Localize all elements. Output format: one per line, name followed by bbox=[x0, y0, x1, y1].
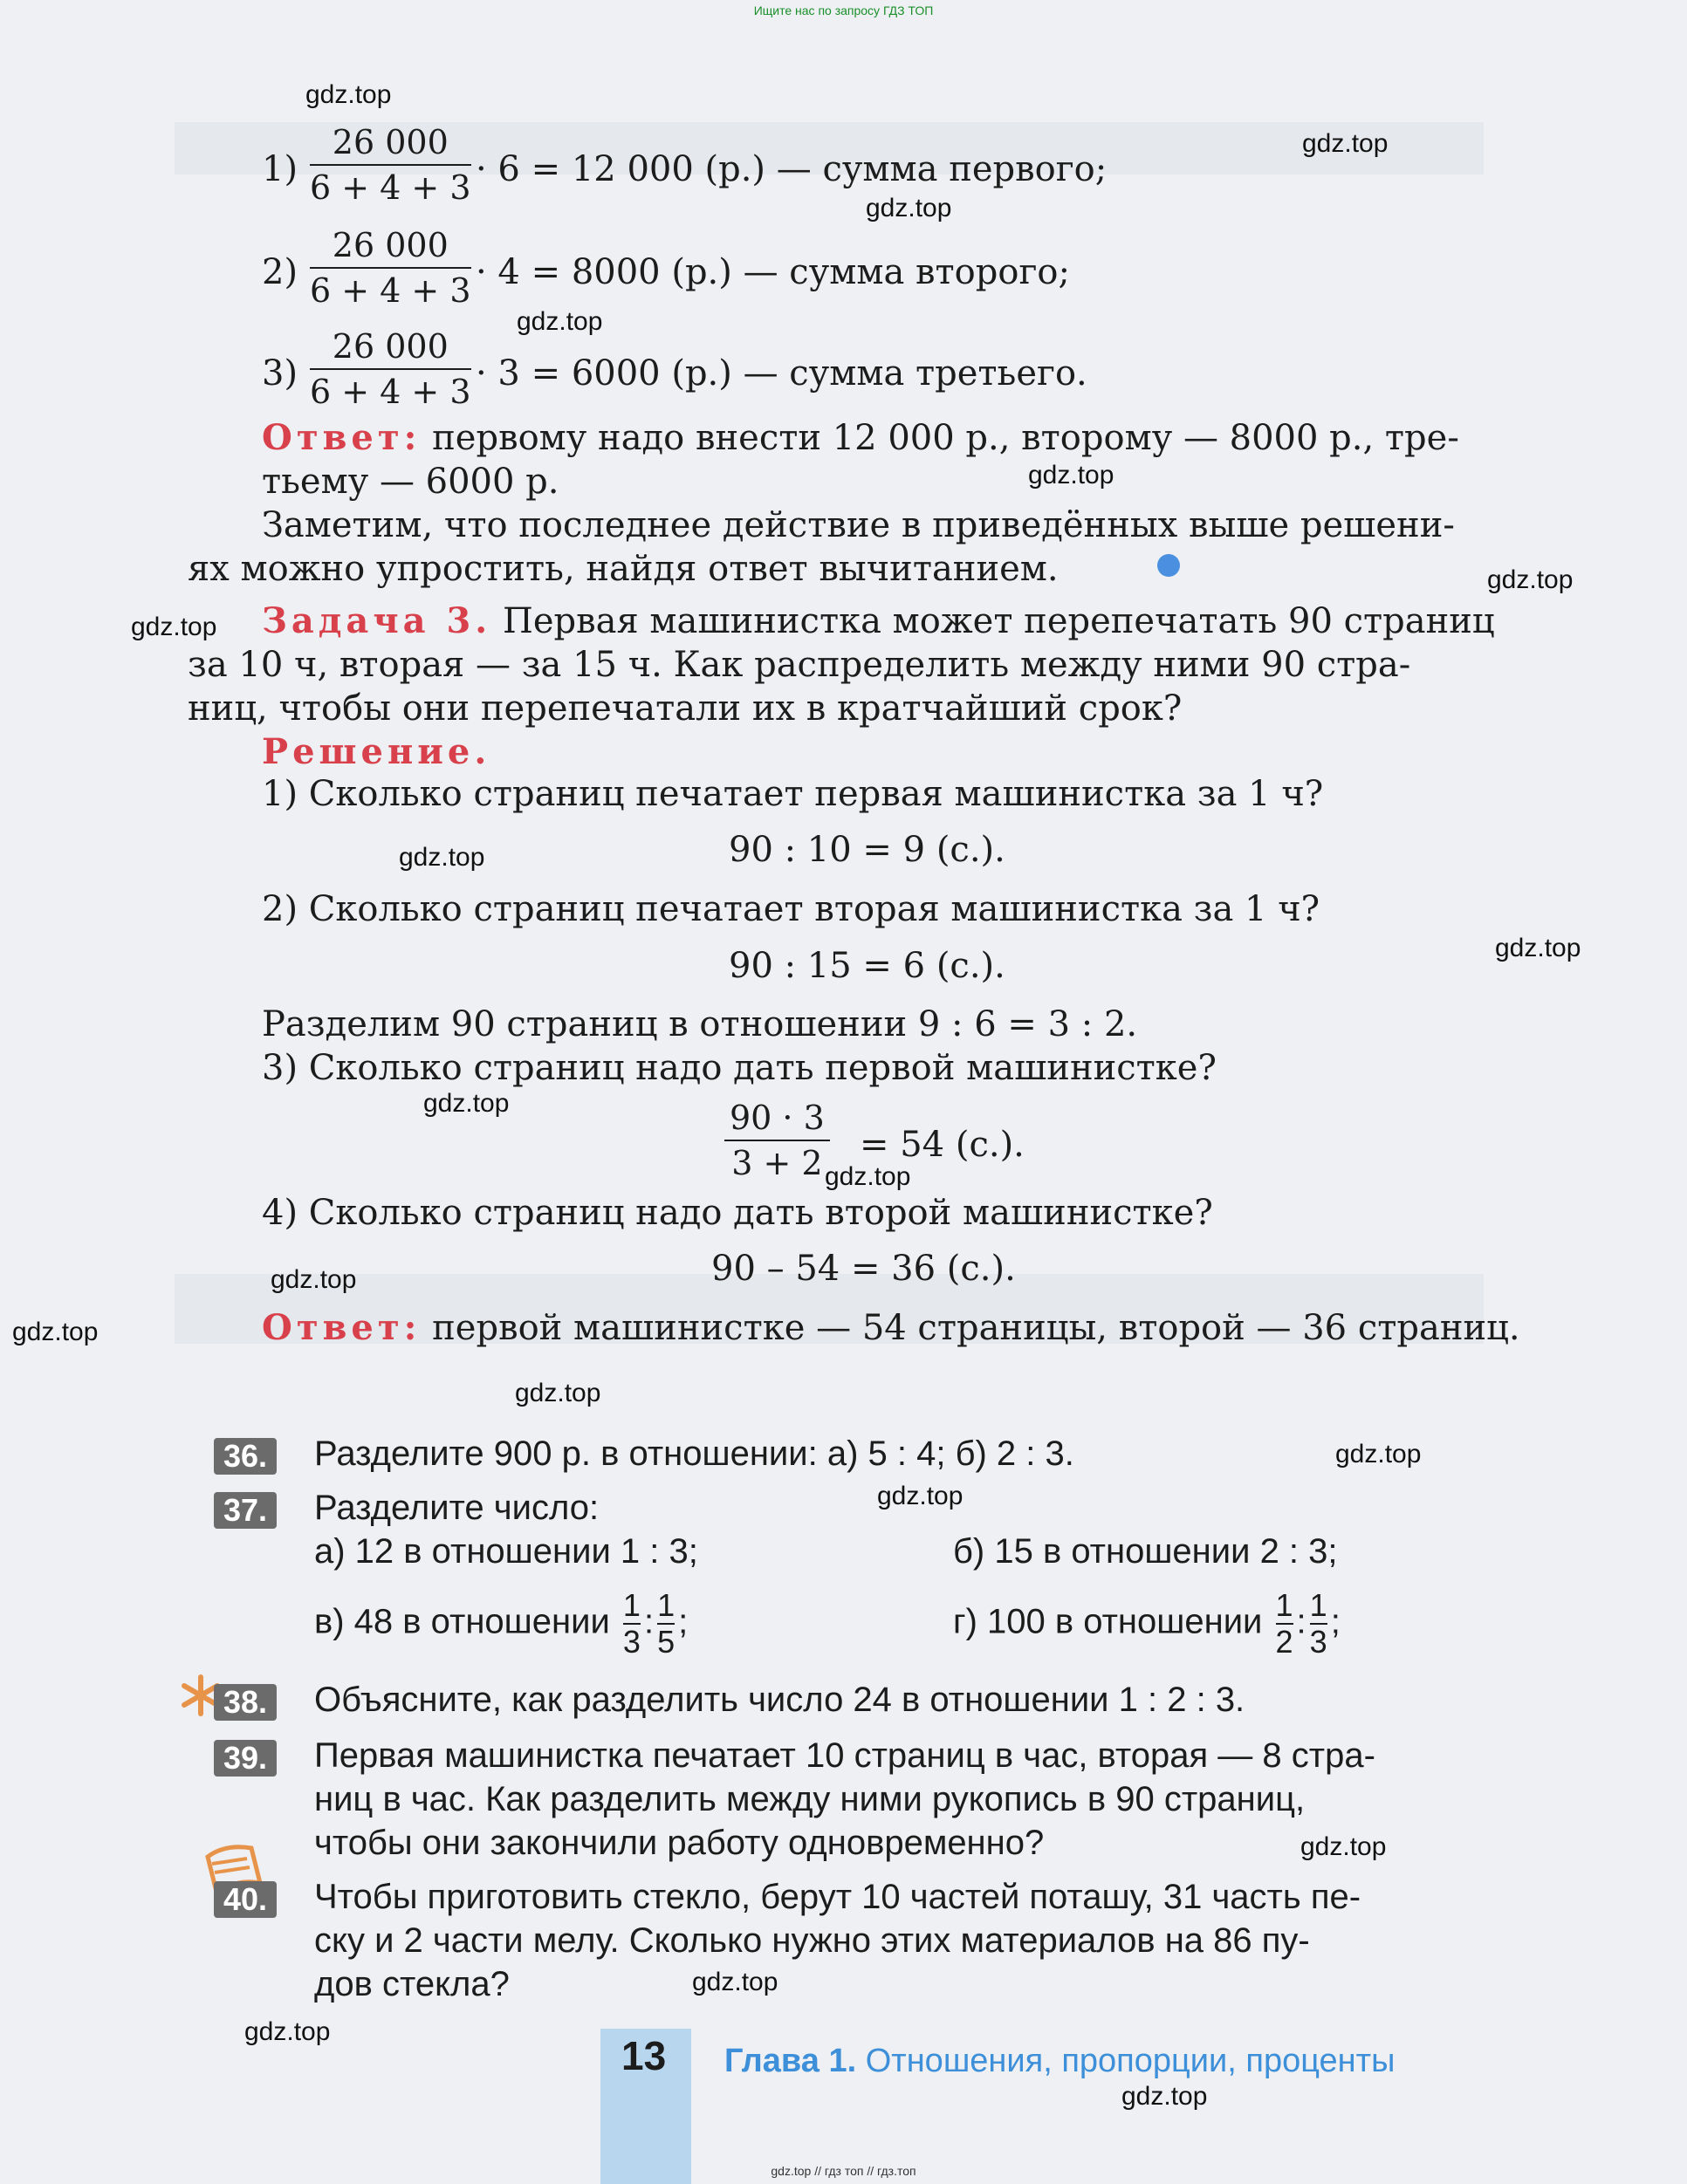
fraction-numerator: 90 · 3 bbox=[724, 1096, 830, 1141]
semicolon: ; bbox=[1330, 1602, 1341, 1641]
step-3-result: = 54 (с.). bbox=[860, 1125, 1025, 1165]
answer-2-line bbox=[262, 1307, 1520, 1349]
watermark: gdz.top bbox=[1335, 1440, 1422, 1469]
watermark: gdz.top bbox=[131, 613, 217, 641]
step-3-fraction bbox=[724, 1096, 830, 1185]
chapter-name: Отношения, пропорции, проценты bbox=[865, 2043, 1396, 2079]
exercise-39-line-3: чтобы они закончили работу одновременно? bbox=[314, 1824, 1045, 1862]
watermark: gdz.top bbox=[244, 2017, 331, 2046]
fraction-2 bbox=[310, 223, 471, 312]
step-4-calc: 90 – 54 = 36 (с.). bbox=[711, 1249, 1016, 1289]
exercise-number-36: 36. bbox=[214, 1438, 277, 1475]
answer-1-line-1 bbox=[262, 417, 1459, 459]
chapter-title bbox=[724, 2040, 1395, 2082]
solution-line-2: · 4 = 8000 (р.) — сумма второго; bbox=[476, 252, 1070, 292]
exercise-37-b: б) 15 в отношении 2 : 3; bbox=[953, 1532, 1338, 1571]
answer-1-line-2: тьему — 6000 р. bbox=[262, 462, 559, 502]
fraction-numerator: 26 000 bbox=[310, 120, 471, 166]
step-2-question: 2) Сколько страниц печатает вторая машинистка за 1 ч? bbox=[262, 889, 1320, 929]
exercise-number-39: 39. bbox=[214, 1740, 277, 1777]
watermark: gdz.top bbox=[423, 1089, 510, 1118]
end-marker-dot bbox=[1157, 554, 1180, 577]
answer-label: Ответ: bbox=[262, 417, 422, 458]
exercise-37-v bbox=[314, 1588, 688, 1660]
watermark: gdz.top bbox=[1028, 461, 1114, 490]
watermark: gdz.top bbox=[517, 307, 603, 336]
solution-label: Решение. bbox=[262, 731, 491, 772]
watermark: gdz.top bbox=[305, 80, 392, 109]
solution-line-3: · 3 = 6000 (р.) — сумма третьего. bbox=[476, 353, 1087, 394]
footer-note: gdz.top // гдз топ // гдз.топ bbox=[771, 2164, 916, 2178]
exercise-40-line-3: дов стекла? bbox=[314, 1965, 510, 2003]
fraction-3 bbox=[310, 325, 471, 414]
solution-line-3-number: 3) bbox=[262, 353, 298, 394]
exercise-40-line-2: ску и 2 части мелу. Сколько нужно этих материалов на 86 пу- bbox=[314, 1921, 1310, 1960]
fraction-one-half: $\frac{1}{2}$ bbox=[1275, 1587, 1293, 1660]
exercise-38-text: Объясните, как разделить число 24 в отношении 1 : 2 : 3. bbox=[314, 1681, 1245, 1719]
watermark: gdz.top bbox=[1300, 1832, 1387, 1861]
exercise-37-v-text: в) 48 в отношении bbox=[314, 1602, 610, 1641]
exercise-number-40: 40. bbox=[214, 1881, 277, 1918]
fraction-one-third: $\frac{1}{3}$ bbox=[622, 1587, 641, 1660]
note-line-2: ях можно упростить, найдя ответ вычитанием. bbox=[188, 549, 1059, 589]
step-1-calc: 90 : 10 = 9 (с.). bbox=[729, 830, 1005, 870]
answer-text: первой машинистке — 54 страницы, второй — 36 страниц. bbox=[432, 1308, 1520, 1348]
exercise-39-line-1: Первая машинистка печатает 10 страниц в час, вторая — 8 стра- bbox=[314, 1736, 1375, 1775]
step-2-calc: 90 : 15 = 6 (с.). bbox=[729, 946, 1005, 986]
watermark: gdz.top bbox=[825, 1162, 911, 1191]
fraction-denominator: 3 + 2 bbox=[731, 1144, 823, 1182]
colon: : bbox=[1296, 1602, 1306, 1641]
step-3-question: 3) Сколько страниц надо дать первой машинистке? bbox=[262, 1048, 1217, 1088]
solution-line-1: · 6 = 12 000 (р.) — сумма первого; bbox=[476, 149, 1108, 189]
fraction-denominator: 6 + 4 + 3 bbox=[310, 168, 471, 207]
fraction-one-fifth: $\frac{1}{5}$ bbox=[657, 1587, 675, 1660]
step-1-question: 1) Сколько страниц печатает первая машинистка за 1 ч? bbox=[262, 774, 1324, 814]
fraction-one-third: $\frac{1}{3}$ bbox=[1309, 1587, 1327, 1660]
task3-line-1 bbox=[262, 600, 1495, 642]
watermark: gdz.top bbox=[12, 1318, 99, 1346]
fraction-1 bbox=[310, 120, 471, 209]
watermark: gdz.top bbox=[1121, 2082, 1208, 2111]
watermark: gdz.top bbox=[271, 1265, 357, 1294]
watermark: gdz.top bbox=[1302, 129, 1389, 158]
task3-line-3: ниц, чтобы они перепечатали их в кратчайший срок? bbox=[188, 688, 1183, 729]
step-4-question: 4) Сколько страниц надо дать второй машинистке? bbox=[262, 1193, 1213, 1233]
header-note: Ищите нас по запросу ГДЗ ТОП bbox=[753, 3, 934, 17]
fraction-numerator: 26 000 bbox=[310, 223, 471, 269]
chapter-label: Глава 1. bbox=[724, 2043, 857, 2079]
solution-line-1-number: 1) bbox=[262, 149, 298, 189]
watermark: gdz.top bbox=[1495, 934, 1581, 962]
semicolon: ; bbox=[678, 1602, 689, 1641]
watermark: gdz.top bbox=[399, 843, 485, 872]
exercise-37-text: Разделите число: bbox=[314, 1489, 600, 1527]
task3-label: Задача 3. bbox=[262, 600, 492, 641]
watermark: gdz.top bbox=[515, 1379, 601, 1407]
exercise-37-g bbox=[953, 1588, 1341, 1660]
colon: : bbox=[643, 1602, 655, 1641]
watermark: gdz.top bbox=[877, 1482, 964, 1510]
fraction-numerator: 26 000 bbox=[310, 325, 471, 370]
watermark: gdz.top bbox=[692, 1968, 778, 1996]
task3-text: Первая машинистка может перепечатать 90 страниц bbox=[502, 601, 1495, 641]
note-line-1: Заметим, что последнее действие в приведённых выше решени- bbox=[262, 505, 1455, 545]
watermark: gdz.top bbox=[866, 194, 952, 223]
answer-text: первому надо внести 12 000 р., второму — 8000 р., тре- bbox=[432, 418, 1459, 458]
answer-label: Ответ: bbox=[262, 1307, 422, 1348]
ratio-line: Разделим 90 страниц в отношении 9 : 6 = 3 : 2. bbox=[262, 1004, 1138, 1044]
exercise-40-line-1: Чтобы приготовить стекло, берут 10 частей поташу, 31 часть пе- bbox=[314, 1878, 1361, 1916]
page-number: 13 bbox=[621, 2033, 667, 2078]
exercise-36-text: Разделите 900 р. в отношении: а) 5 : 4; б) 2 : 3. bbox=[314, 1434, 1074, 1473]
exercise-number-38: 38. bbox=[214, 1684, 277, 1721]
exercise-39-line-2: ниц в час. Как разделить между ними рукопись в 90 страниц, bbox=[314, 1780, 1306, 1818]
fraction-denominator: 6 + 4 + 3 bbox=[310, 271, 471, 310]
watermark: gdz.top bbox=[1487, 565, 1574, 594]
exercise-number-37: 37. bbox=[214, 1492, 277, 1529]
fraction-denominator: 6 + 4 + 3 bbox=[310, 373, 471, 411]
exercise-37-g-text: г) 100 в отношении bbox=[953, 1602, 1263, 1641]
task3-line-2: за 10 ч, вторая — за 15 ч. Как распределить между ними 90 стра- bbox=[188, 645, 1411, 685]
exercise-37-a: а) 12 в отношении 1 : 3; bbox=[314, 1532, 698, 1571]
solution-line-2-number: 2) bbox=[262, 252, 298, 292]
